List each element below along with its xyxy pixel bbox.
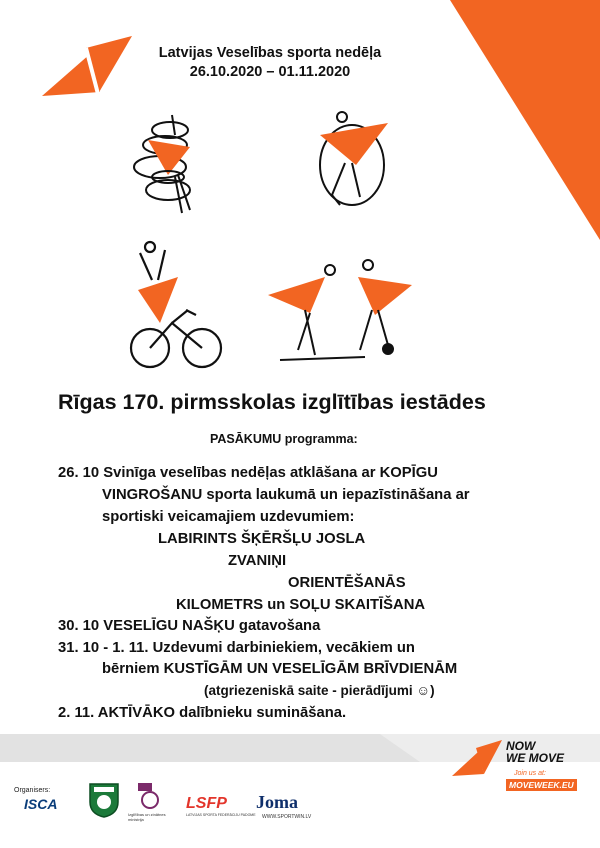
now-we-move-icon	[452, 740, 502, 780]
isca-logo: ISCA	[24, 796, 58, 812]
event-title	[140, 44, 400, 82]
lsfp-subtext: LATVIJAS SPORTA FEDERĀCIJU PADOME	[186, 813, 256, 817]
event-title-line1: Latvijas Veselības sporta nedēļa	[158, 45, 382, 61]
school-name: Rīgas 170. pirmsskolas izglītības iestādes	[58, 390, 486, 414]
activity-line: LABIRINTS ŠĶĒRŠĻU JOSLA	[158, 531, 366, 547]
joma-logo: Joma	[256, 792, 298, 812]
jump-rope-figure	[320, 112, 388, 205]
ucsa-shield-icon	[88, 782, 120, 818]
ministry-text: Izglītības un zinātnes ministrija	[128, 812, 166, 822]
schedule-line: 2. 11. AKTĪVĀKO dalībnieku sumināšana.	[58, 705, 347, 721]
schedule-line: 31. 10 - 1. 11. Uzdevumi darbiniekiem, vecākiem un	[58, 640, 415, 656]
moveweek-logo-icon	[42, 34, 134, 104]
football-figure	[268, 260, 412, 360]
joma-subtext: WWW.SPORTWIN.LV	[262, 814, 312, 820]
gymnast-figure	[134, 115, 190, 213]
schedule-line: 26. 10 Svinīga veselības nedēļas atklāšana ar KOPĪGU	[58, 465, 438, 481]
badge-join-text: Join us at:	[514, 770, 546, 777]
schedule-line: sportiski veicamajiem uzdevumiem:	[102, 509, 355, 525]
schedule-line: 30. 10 VESELĪGU NAŠĶU gatavošana	[58, 618, 321, 634]
lsfp-logo: LSFP	[186, 795, 227, 812]
cyclist-figure	[131, 242, 221, 367]
sport-figures-illustration	[120, 105, 450, 370]
organisers-label: Organisers:	[14, 787, 51, 794]
now-we-move-badge	[452, 738, 587, 796]
ministry-crest-icon	[136, 783, 164, 809]
badge-url: MOVEWEEK.EU	[506, 779, 577, 791]
program-heading: PASĀKUMU programma:	[210, 432, 358, 446]
schedule-line: (atgriezeniskā saite - pierādījumi ☺)	[204, 683, 435, 698]
schedule-line: VINGROŠANU sporta laukumā un iepazīstināšana ar	[102, 487, 470, 503]
event-dates: 26.10.2020 – 01.11.2020	[189, 64, 351, 80]
activity-line: ORIENTĒŠANĀS	[288, 575, 406, 591]
schedule-line: bērniem KUSTĪGĀM UN VESELĪGĀM BRĪVDIENĀM	[102, 661, 458, 677]
badge-line2: WE MOVE	[506, 751, 565, 765]
corner-triangle	[450, 0, 600, 240]
activity-line: ZVANIŅI	[228, 553, 287, 569]
badge-line1: NOW	[506, 739, 536, 753]
activity-line: KILOMETRS un SOĻU SKAITĪŠANA	[176, 597, 426, 613]
